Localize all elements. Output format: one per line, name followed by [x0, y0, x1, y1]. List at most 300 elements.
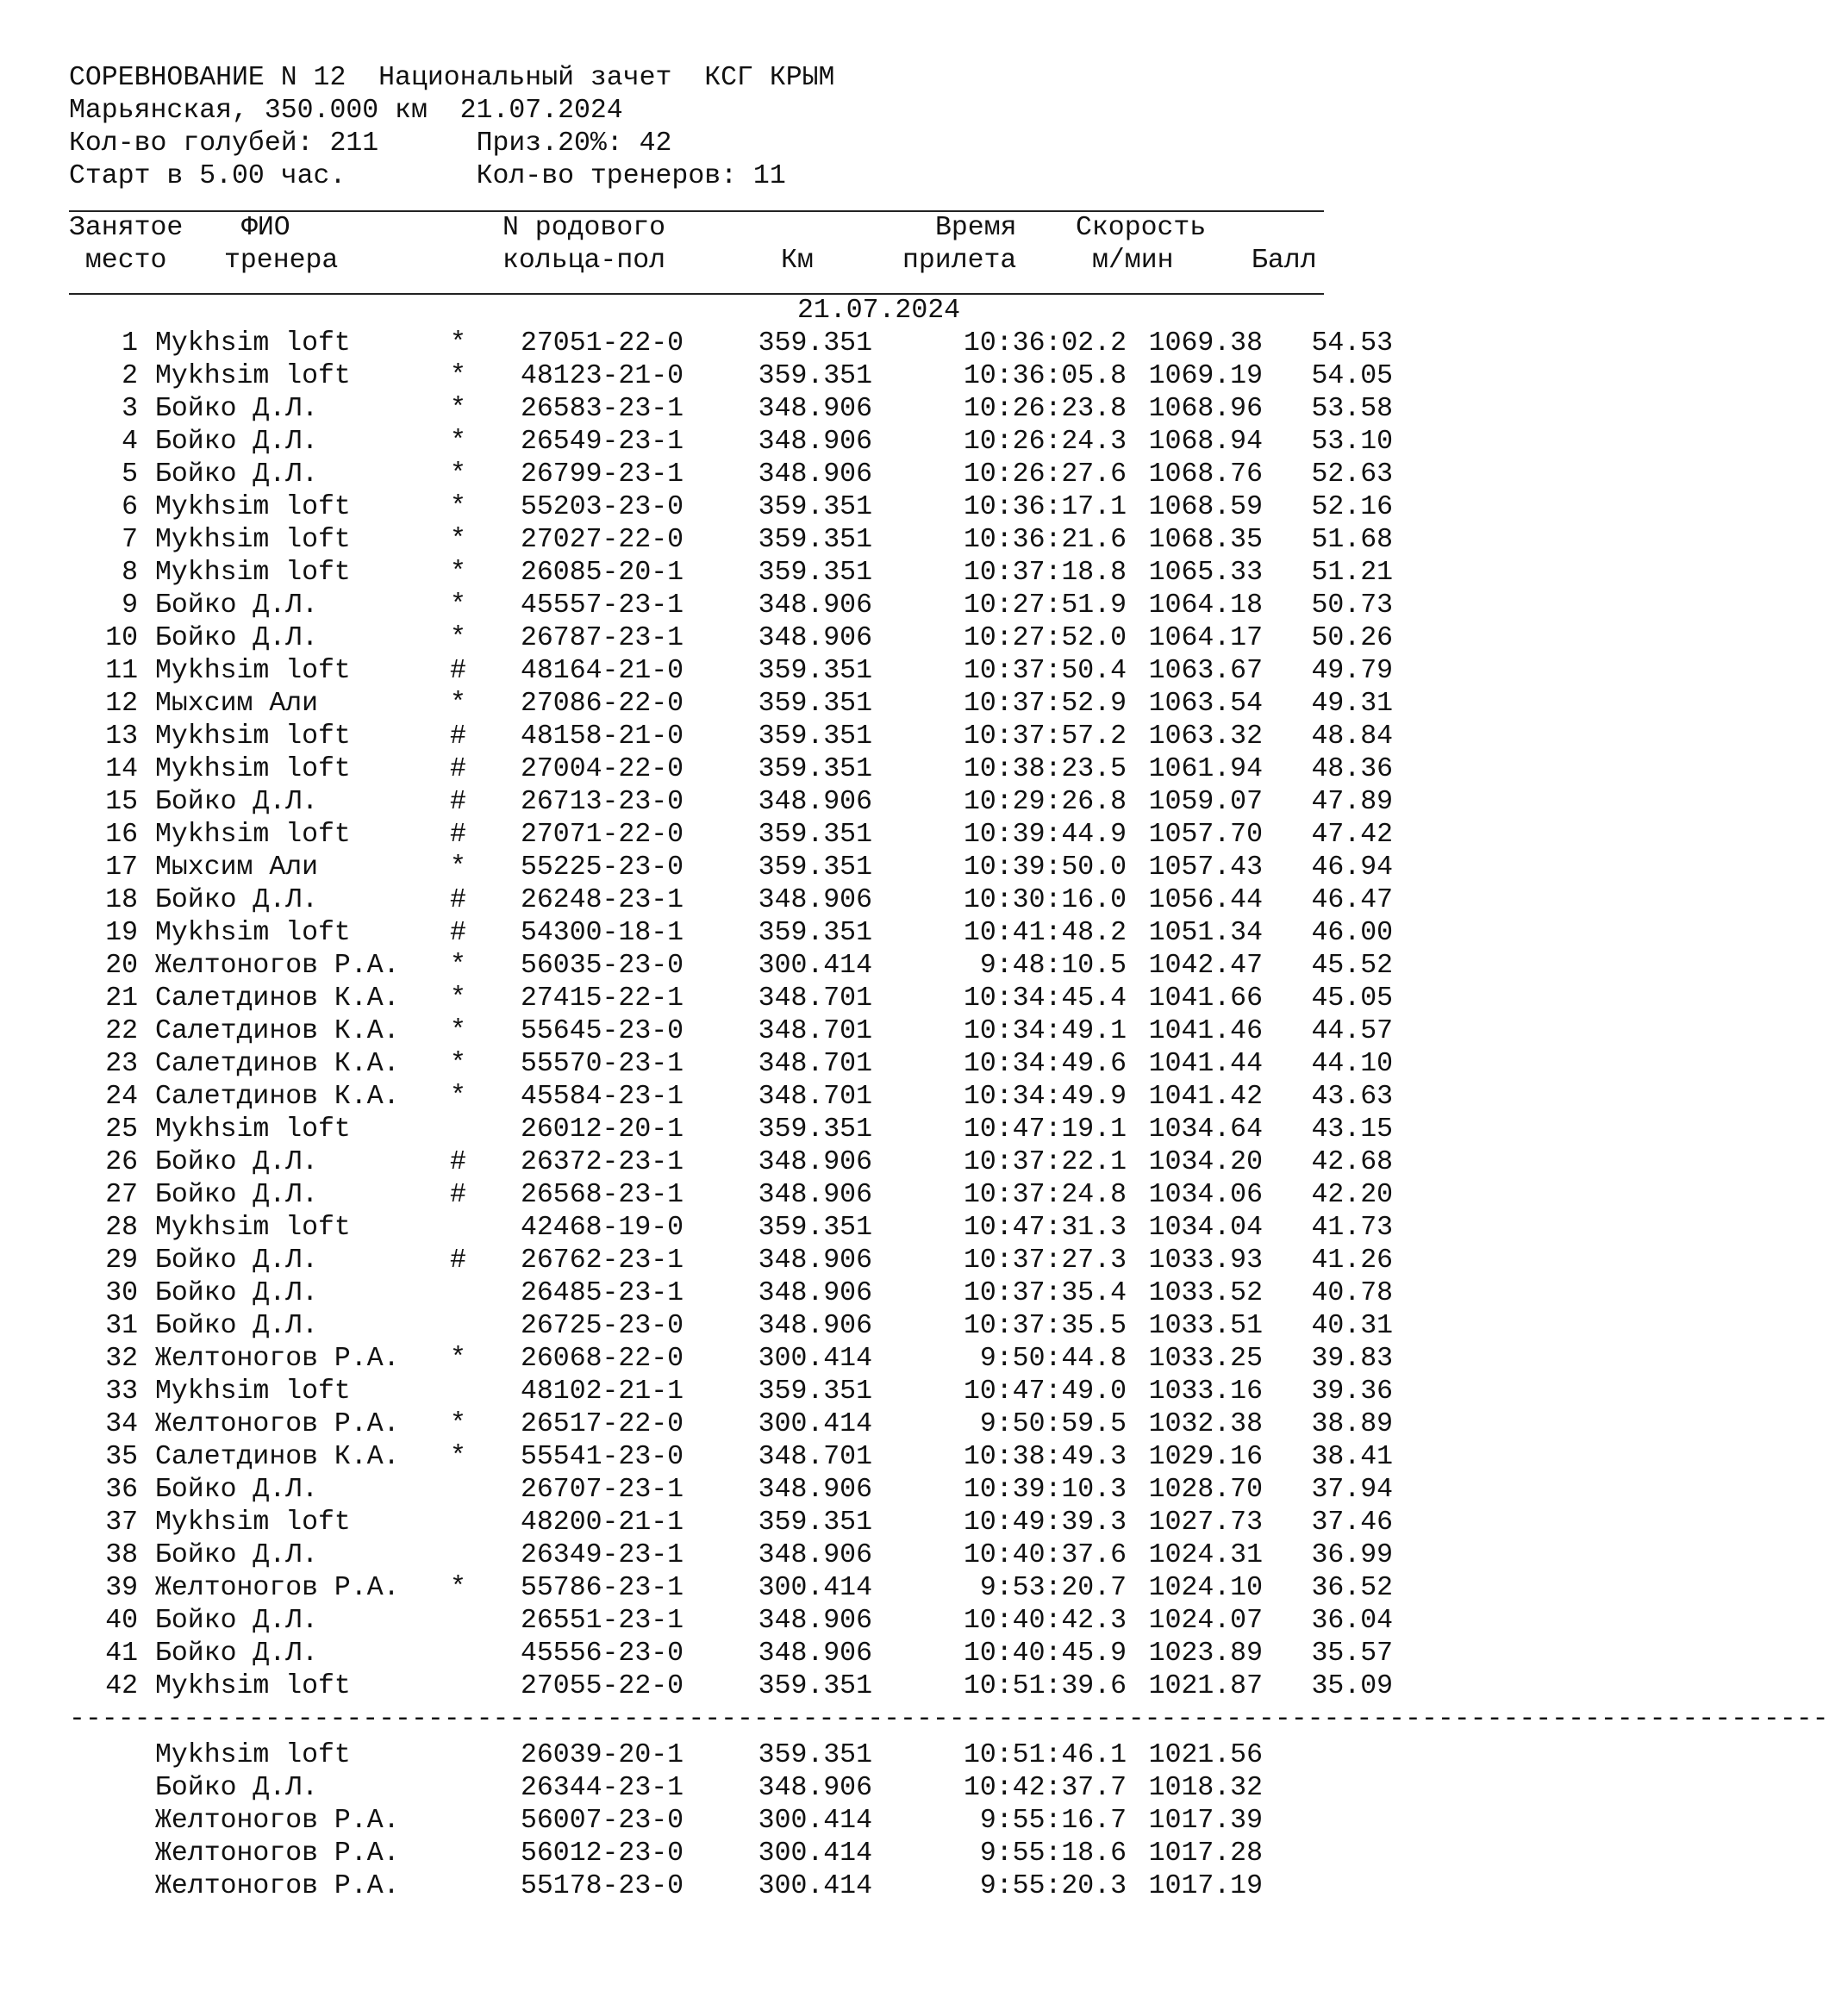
- speed-cell: 1033.25: [1148, 1344, 1263, 1374]
- points-cell: 50.26: [1311, 623, 1393, 653]
- results-sheet: [69, 62, 1829, 1903]
- points-cell: 51.68: [1311, 525, 1393, 555]
- table-row: [69, 426, 1393, 459]
- arrival-time-cell: 10:39:10.3: [963, 1475, 1127, 1505]
- ring-number-cell: 26799-23-1: [521, 459, 684, 490]
- distance-cell: 359.351: [758, 852, 872, 883]
- trainer-name-cell: Бойко Д.Л.: [155, 1638, 319, 1669]
- col-ring-line2: кольца-пол: [503, 246, 666, 276]
- speed-cell: 1069.38: [1148, 328, 1263, 359]
- speed-cell: 1057.70: [1148, 820, 1263, 850]
- ring-number-cell: 26517-22-0: [521, 1409, 684, 1439]
- ring-number-cell: 48123-21-0: [521, 361, 684, 391]
- trainer-name-cell: Желтоногов Р.А.: [155, 1871, 400, 1901]
- trainer-name-cell: Бойко Д.Л.: [155, 1606, 319, 1636]
- place-cell: 16: [105, 820, 138, 850]
- mark-cell: *: [450, 1082, 466, 1112]
- mark-cell: *: [450, 394, 466, 424]
- table-row: [69, 1838, 1327, 1870]
- trainer-name-cell: Mykhsim loft: [155, 525, 351, 555]
- trainer-name-cell: Mykhsim loft: [155, 492, 351, 522]
- arrival-time-cell: 10:37:50.4: [963, 656, 1127, 686]
- arrival-time-cell: 10:37:22.1: [963, 1147, 1127, 1177]
- mark-cell: *: [450, 328, 466, 359]
- ring-number-cell: 48102-21-1: [521, 1376, 684, 1407]
- speed-cell: 1041.66: [1148, 983, 1263, 1014]
- table-row: [69, 1870, 1327, 1903]
- ring-number-cell: 55786-23-1: [521, 1573, 684, 1603]
- distance-cell: 359.351: [758, 1114, 872, 1145]
- distance-cell: 348.906: [758, 1311, 872, 1341]
- trainer-name-cell: Mykhsim loft: [155, 1376, 351, 1407]
- place-cell: 36: [105, 1475, 138, 1505]
- place-cell: 34: [105, 1409, 138, 1439]
- points-cell: 39.36: [1311, 1376, 1393, 1407]
- speed-cell: 1033.51: [1148, 1311, 1263, 1341]
- mark-cell: #: [450, 787, 466, 817]
- table-row: [69, 950, 1393, 983]
- points-cell: 51.21: [1311, 558, 1393, 588]
- mark-cell: *: [450, 492, 466, 522]
- distance-cell: 348.906: [758, 1638, 872, 1669]
- speed-cell: 1068.94: [1148, 427, 1263, 457]
- points-cell: 52.16: [1311, 492, 1393, 522]
- place-cell: 15: [105, 787, 138, 817]
- arrival-time-cell: 10:42:37.7: [963, 1773, 1127, 1803]
- arrival-time-cell: 10:37:35.4: [963, 1278, 1127, 1308]
- ring-number-cell: 27051-22-0: [521, 328, 684, 359]
- speed-cell: 1017.19: [1148, 1871, 1263, 1901]
- arrival-time-cell: 9:55:18.6: [979, 1838, 1127, 1869]
- trainer-name-cell: Желтоногов Р.А.: [155, 1838, 400, 1869]
- place-cell: 2: [122, 361, 138, 391]
- speed-cell: 1042.47: [1148, 951, 1263, 981]
- column-headers: [69, 212, 1327, 278]
- points-cell: 40.78: [1311, 1278, 1393, 1308]
- distance-cell: 348.906: [758, 1475, 872, 1505]
- speed-cell: 1068.59: [1148, 492, 1263, 522]
- place-cell: 23: [105, 1049, 138, 1079]
- arrival-time-cell: 10:37:27.3: [963, 1245, 1127, 1276]
- mark-cell: *: [450, 951, 466, 981]
- distance-cell: 300.414: [758, 1344, 872, 1374]
- table-row: [69, 1507, 1393, 1539]
- distance-cell: 359.351: [758, 492, 872, 522]
- ring-number-cell: 45556-23-0: [521, 1638, 684, 1669]
- place-cell: 24: [105, 1082, 138, 1112]
- ring-number-cell: 26068-22-0: [521, 1344, 684, 1374]
- speed-cell: 1024.31: [1148, 1540, 1263, 1570]
- ring-number-cell: 26707-23-1: [521, 1475, 684, 1505]
- ring-number-cell: 55178-23-0: [521, 1871, 684, 1901]
- distance-cell: 359.351: [758, 689, 872, 719]
- trainer-name-cell: Mykhsim loft: [155, 1740, 351, 1770]
- speed-cell: 1017.39: [1148, 1806, 1263, 1836]
- place-cell: 21: [105, 983, 138, 1014]
- mark-cell: *: [450, 689, 466, 719]
- table-row: [69, 1245, 1393, 1277]
- table-row: [69, 983, 1393, 1015]
- trainer-name-cell: Mykhsim loft: [155, 1213, 351, 1243]
- ring-number-cell: 42468-19-0: [521, 1213, 684, 1243]
- table-row: [69, 655, 1393, 688]
- place-cell: 19: [105, 918, 138, 948]
- table-row: [69, 1805, 1327, 1838]
- table-row: [69, 1772, 1327, 1805]
- place-cell: 17: [105, 852, 138, 883]
- trainer-name-cell: Бойко Д.Л.: [155, 623, 319, 653]
- distance-cell: 359.351: [758, 1507, 872, 1538]
- arrival-time-cell: 10:37:52.9: [963, 689, 1127, 719]
- arrival-time-cell: 10:36:05.8: [963, 361, 1127, 391]
- results-table: [69, 328, 1393, 1703]
- arrival-time-cell: 9:53:20.7: [979, 1573, 1127, 1603]
- speed-cell: 1068.35: [1148, 525, 1263, 555]
- trainer-name-cell: Желтоногов Р.А.: [155, 1409, 400, 1439]
- ring-number-cell: 26012-20-1: [521, 1114, 684, 1145]
- points-cell: 36.99: [1311, 1540, 1393, 1570]
- place-cell: 9: [122, 590, 138, 621]
- points-cell: 46.00: [1311, 918, 1393, 948]
- points-cell: 37.46: [1311, 1507, 1393, 1538]
- place-cell: 3: [122, 394, 138, 424]
- table-row: [69, 590, 1393, 622]
- ring-number-cell: 26085-20-1: [521, 558, 684, 588]
- table-row: [69, 459, 1393, 491]
- col-points-line2: Балл: [1252, 246, 1317, 276]
- distance-cell: 348.906: [758, 787, 872, 817]
- distance-cell: 348.906: [758, 623, 872, 653]
- speed-cell: 1063.67: [1148, 656, 1263, 686]
- points-cell: 37.94: [1311, 1475, 1393, 1505]
- mark-cell: #: [450, 754, 466, 784]
- table-row: [69, 328, 1393, 360]
- mark-cell: *: [450, 558, 466, 588]
- table-row: [69, 491, 1393, 524]
- ring-number-cell: 48158-21-0: [521, 721, 684, 752]
- trainer-name-cell: Салетдинов К.А.: [155, 1442, 400, 1472]
- place-cell: 7: [122, 525, 138, 555]
- distance-cell: 359.351: [758, 1671, 872, 1701]
- speed-cell: 1064.18: [1148, 590, 1263, 621]
- arrival-time-cell: 9:55:16.7: [979, 1806, 1127, 1836]
- mark-cell: *: [450, 852, 466, 883]
- arrival-time-cell: 10:47:19.1: [963, 1114, 1127, 1145]
- trainer-name-cell: Салетдинов К.А.: [155, 983, 400, 1014]
- points-cell: 50.73: [1311, 590, 1393, 621]
- points-cell: 36.04: [1311, 1606, 1393, 1636]
- speed-cell: 1017.28: [1148, 1838, 1263, 1869]
- ring-number-cell: 27055-22-0: [521, 1671, 684, 1701]
- ring-number-cell: 56007-23-0: [521, 1806, 684, 1836]
- distance-cell: 300.414: [758, 1573, 872, 1603]
- points-cell: 40.31: [1311, 1311, 1393, 1341]
- trainer-name-cell: Mykhsim loft: [155, 721, 351, 752]
- place-cell: 6: [122, 492, 138, 522]
- table-row: [69, 1277, 1393, 1310]
- col-km-line2: Км: [781, 246, 814, 276]
- place-cell: 41: [105, 1638, 138, 1669]
- place-cell: 38: [105, 1540, 138, 1570]
- points-cell: 54.53: [1311, 328, 1393, 359]
- place-cell: 8: [122, 558, 138, 588]
- arrival-time-cell: 10:27:52.0: [963, 623, 1127, 653]
- distance-cell: 348.906: [758, 590, 872, 621]
- ring-number-cell: 26725-23-0: [521, 1311, 684, 1341]
- speed-cell: 1034.64: [1148, 1114, 1263, 1145]
- points-cell: 46.47: [1311, 885, 1393, 915]
- speed-cell: 1034.06: [1148, 1180, 1263, 1210]
- speed-cell: 1056.44: [1148, 885, 1263, 915]
- table-row: [69, 622, 1393, 655]
- points-cell: 53.58: [1311, 394, 1393, 424]
- non-prize-table: [69, 1739, 1327, 1903]
- arrival-time-cell: 10:47:49.0: [963, 1376, 1127, 1407]
- table-row: [69, 1670, 1393, 1703]
- distance-cell: 348.906: [758, 1245, 872, 1276]
- speed-cell: 1034.04: [1148, 1213, 1263, 1243]
- trainer-name-cell: Бойко Д.Л.: [155, 590, 319, 621]
- mark-cell: #: [450, 1180, 466, 1210]
- table-row: [69, 819, 1393, 852]
- table-row: [69, 557, 1393, 590]
- trainer-name-cell: Бойко Д.Л.: [155, 1773, 319, 1803]
- ring-number-cell: 55541-23-0: [521, 1442, 684, 1472]
- place-cell: 31: [105, 1311, 138, 1341]
- trainer-name-cell: Бойко Д.Л.: [155, 885, 319, 915]
- pigeon-count: Кол-во голубей: 211 Приз.20%: 42: [69, 128, 672, 159]
- ring-number-cell: 55225-23-0: [521, 852, 684, 883]
- col-speed-line1: Скорость: [1076, 213, 1207, 243]
- place-cell: 32: [105, 1344, 138, 1374]
- distance-cell: 348.906: [758, 1180, 872, 1210]
- distance-cell: 300.414: [758, 951, 872, 981]
- points-cell: 53.10: [1311, 427, 1393, 457]
- trainer-name-cell: Mykhsim loft: [155, 1507, 351, 1538]
- table-row: [69, 688, 1393, 721]
- points-cell: 44.57: [1311, 1016, 1393, 1046]
- points-cell: 48.36: [1311, 754, 1393, 784]
- mark-cell: *: [450, 1344, 466, 1374]
- place-cell: 25: [105, 1114, 138, 1145]
- table-row: [69, 393, 1393, 426]
- place-cell: 30: [105, 1278, 138, 1308]
- place-cell: 40: [105, 1606, 138, 1636]
- mark-cell: #: [450, 656, 466, 686]
- ring-number-cell: 56035-23-0: [521, 951, 684, 981]
- arrival-time-cell: 10:38:49.3: [963, 1442, 1127, 1472]
- arrival-time-cell: 10:26:24.3: [963, 427, 1127, 457]
- mark-cell: *: [450, 623, 466, 653]
- ring-number-cell: 45557-23-1: [521, 590, 684, 621]
- table-row: [69, 1638, 1393, 1670]
- col-time-line2: прилета: [902, 246, 1017, 276]
- place-cell: 14: [105, 754, 138, 784]
- ring-number-cell: 26248-23-1: [521, 885, 684, 915]
- ring-number-cell: 27071-22-0: [521, 820, 684, 850]
- trainer-name-cell: Mykhsim loft: [155, 1114, 351, 1145]
- speed-cell: 1033.52: [1148, 1278, 1263, 1308]
- distance-cell: 359.351: [758, 558, 872, 588]
- distance-cell: 348.906: [758, 1540, 872, 1570]
- table-row: [69, 1179, 1393, 1212]
- col-ring-line1: N родового: [503, 213, 666, 243]
- table-row: [69, 1605, 1393, 1638]
- distance-cell: 359.351: [758, 656, 872, 686]
- table-row: [69, 786, 1393, 819]
- table-row: [69, 884, 1393, 917]
- mark-cell: #: [450, 721, 466, 752]
- ring-number-cell: 26349-23-1: [521, 1540, 684, 1570]
- speed-cell: 1063.32: [1148, 721, 1263, 752]
- table-row: [69, 1539, 1393, 1572]
- arrival-time-cell: 10:26:23.8: [963, 394, 1127, 424]
- col-time-line1: Время: [935, 213, 1017, 243]
- distance-cell: 359.351: [758, 328, 872, 359]
- speed-cell: 1018.32: [1148, 1773, 1263, 1803]
- place-cell: 33: [105, 1376, 138, 1407]
- distance-cell: 359.351: [758, 820, 872, 850]
- mark-cell: *: [450, 1573, 466, 1603]
- table-row: [69, 1408, 1393, 1441]
- place-cell: 18: [105, 885, 138, 915]
- points-cell: 44.10: [1311, 1049, 1393, 1079]
- speed-cell: 1068.76: [1148, 459, 1263, 490]
- arrival-time-cell: 10:34:45.4: [963, 983, 1127, 1014]
- table-row: [69, 1146, 1393, 1179]
- arrival-time-cell: 10:27:51.9: [963, 590, 1127, 621]
- speed-cell: 1033.93: [1148, 1245, 1263, 1276]
- speed-cell: 1041.46: [1148, 1016, 1263, 1046]
- place-cell: 27: [105, 1180, 138, 1210]
- mark-cell: *: [450, 1442, 466, 1472]
- distance-cell: 348.906: [758, 1773, 872, 1803]
- col-name-line1: ФИО: [241, 213, 290, 243]
- points-cell: 41.73: [1311, 1213, 1393, 1243]
- speed-cell: 1061.94: [1148, 754, 1263, 784]
- table-row: [69, 1739, 1327, 1772]
- arrival-time-cell: 10:37:57.2: [963, 721, 1127, 752]
- points-cell: 35.57: [1311, 1638, 1393, 1669]
- mark-cell: #: [450, 1147, 466, 1177]
- trainer-name-cell: Желтоногов Р.А.: [155, 951, 400, 981]
- distance-cell: 348.701: [758, 1016, 872, 1046]
- ring-number-cell: 48164-21-0: [521, 656, 684, 686]
- place-cell: 10: [105, 623, 138, 653]
- speed-cell: 1028.70: [1148, 1475, 1263, 1505]
- table-row: [69, 1376, 1393, 1408]
- ring-number-cell: 26549-23-1: [521, 427, 684, 457]
- trainer-name-cell: Бойко Д.Л.: [155, 427, 319, 457]
- points-cell: 42.68: [1311, 1147, 1393, 1177]
- mark-cell: #: [450, 1245, 466, 1276]
- distance-cell: 348.701: [758, 1049, 872, 1079]
- points-cell: 52.63: [1311, 459, 1393, 490]
- place-cell: 5: [122, 459, 138, 490]
- ring-number-cell: 26583-23-1: [521, 394, 684, 424]
- points-cell: 47.89: [1311, 787, 1393, 817]
- distance-cell: 359.351: [758, 721, 872, 752]
- points-cell: 49.31: [1311, 689, 1393, 719]
- points-cell: 45.52: [1311, 951, 1393, 981]
- trainer-name-cell: Желтоногов Р.А.: [155, 1344, 400, 1374]
- mark-cell: *: [450, 459, 466, 490]
- speed-cell: 1041.42: [1148, 1082, 1263, 1112]
- speed-cell: 1065.33: [1148, 558, 1263, 588]
- ring-number-cell: 27027-22-0: [521, 525, 684, 555]
- arrival-time-cell: 10:36:02.2: [963, 328, 1127, 359]
- trainer-name-cell: Mykhsim loft: [155, 328, 351, 359]
- trainer-name-cell: Салетдинов К.А.: [155, 1016, 400, 1046]
- arrival-time-cell: 10:34:49.6: [963, 1049, 1127, 1079]
- speed-cell: 1064.17: [1148, 623, 1263, 653]
- arrival-time-cell: 10:49:39.3: [963, 1507, 1127, 1538]
- place-cell: 20: [105, 951, 138, 981]
- mark-cell: #: [450, 820, 466, 850]
- trainer-name-cell: Mykhsim loft: [155, 918, 351, 948]
- table-row: [69, 1081, 1393, 1114]
- trainer-name-cell: Mykhsim loft: [155, 656, 351, 686]
- ring-number-cell: 55570-23-1: [521, 1049, 684, 1079]
- table-row: [69, 852, 1393, 884]
- arrival-time-cell: 10:39:44.9: [963, 820, 1127, 850]
- distance-cell: 359.351: [758, 1740, 872, 1770]
- trainer-name-cell: Бойко Д.Л.: [155, 1311, 319, 1341]
- speed-cell: 1069.19: [1148, 361, 1263, 391]
- distance-cell: 300.414: [758, 1871, 872, 1901]
- trainer-name-cell: Mykhsim loft: [155, 558, 351, 588]
- ring-number-cell: 27086-22-0: [521, 689, 684, 719]
- competition-title: СОРЕВНОВАНИЕ N 12 Национальный зачет КСГ КРЫМ: [69, 63, 835, 93]
- arrival-time-cell: 10:37:24.8: [963, 1180, 1127, 1210]
- trainer-name-cell: Желтоногов Р.А.: [155, 1573, 400, 1603]
- trainer-name-cell: Mykhsim loft: [155, 820, 351, 850]
- mark-cell: *: [450, 427, 466, 457]
- speed-cell: 1041.44: [1148, 1049, 1263, 1079]
- distance-cell: 348.701: [758, 983, 872, 1014]
- arrival-time-cell: 9:55:20.3: [979, 1871, 1127, 1901]
- place-cell: 37: [105, 1507, 138, 1538]
- trainer-name-cell: Бойко Д.Л.: [155, 1245, 319, 1276]
- table-row: [69, 753, 1393, 786]
- mark-cell: *: [450, 525, 466, 555]
- points-cell: 46.94: [1311, 852, 1393, 883]
- distance-cell: 348.906: [758, 1606, 872, 1636]
- table-row: [69, 1212, 1393, 1245]
- arrival-time-cell: 10:51:39.6: [963, 1671, 1127, 1701]
- col-name-line2: тренера: [224, 246, 339, 276]
- distance-cell: 300.414: [758, 1409, 872, 1439]
- trainer-name-cell: Бойко Д.Л.: [155, 1147, 319, 1177]
- arrival-time-cell: 10:37:35.5: [963, 1311, 1127, 1341]
- arrival-time-cell: 10:36:21.6: [963, 525, 1127, 555]
- distance-cell: 359.351: [758, 1376, 872, 1407]
- speed-cell: 1063.54: [1148, 689, 1263, 719]
- trainer-name-cell: Бойко Д.Л.: [155, 1180, 319, 1210]
- arrival-time-cell: 10:40:45.9: [963, 1638, 1127, 1669]
- table-row: [69, 1474, 1393, 1507]
- trainer-name-cell: Бойко Д.Л.: [155, 394, 319, 424]
- place-cell: 12: [105, 689, 138, 719]
- points-cell: 38.41: [1311, 1442, 1393, 1472]
- place-cell: 22: [105, 1016, 138, 1046]
- place-cell: 29: [105, 1245, 138, 1276]
- arrival-time-cell: 10:29:26.8: [963, 787, 1127, 817]
- points-cell: 38.89: [1311, 1409, 1393, 1439]
- col-place-line1: Занятое: [69, 213, 184, 243]
- distance-cell: 348.906: [758, 394, 872, 424]
- arrival-time-cell: 9:50:44.8: [979, 1344, 1127, 1374]
